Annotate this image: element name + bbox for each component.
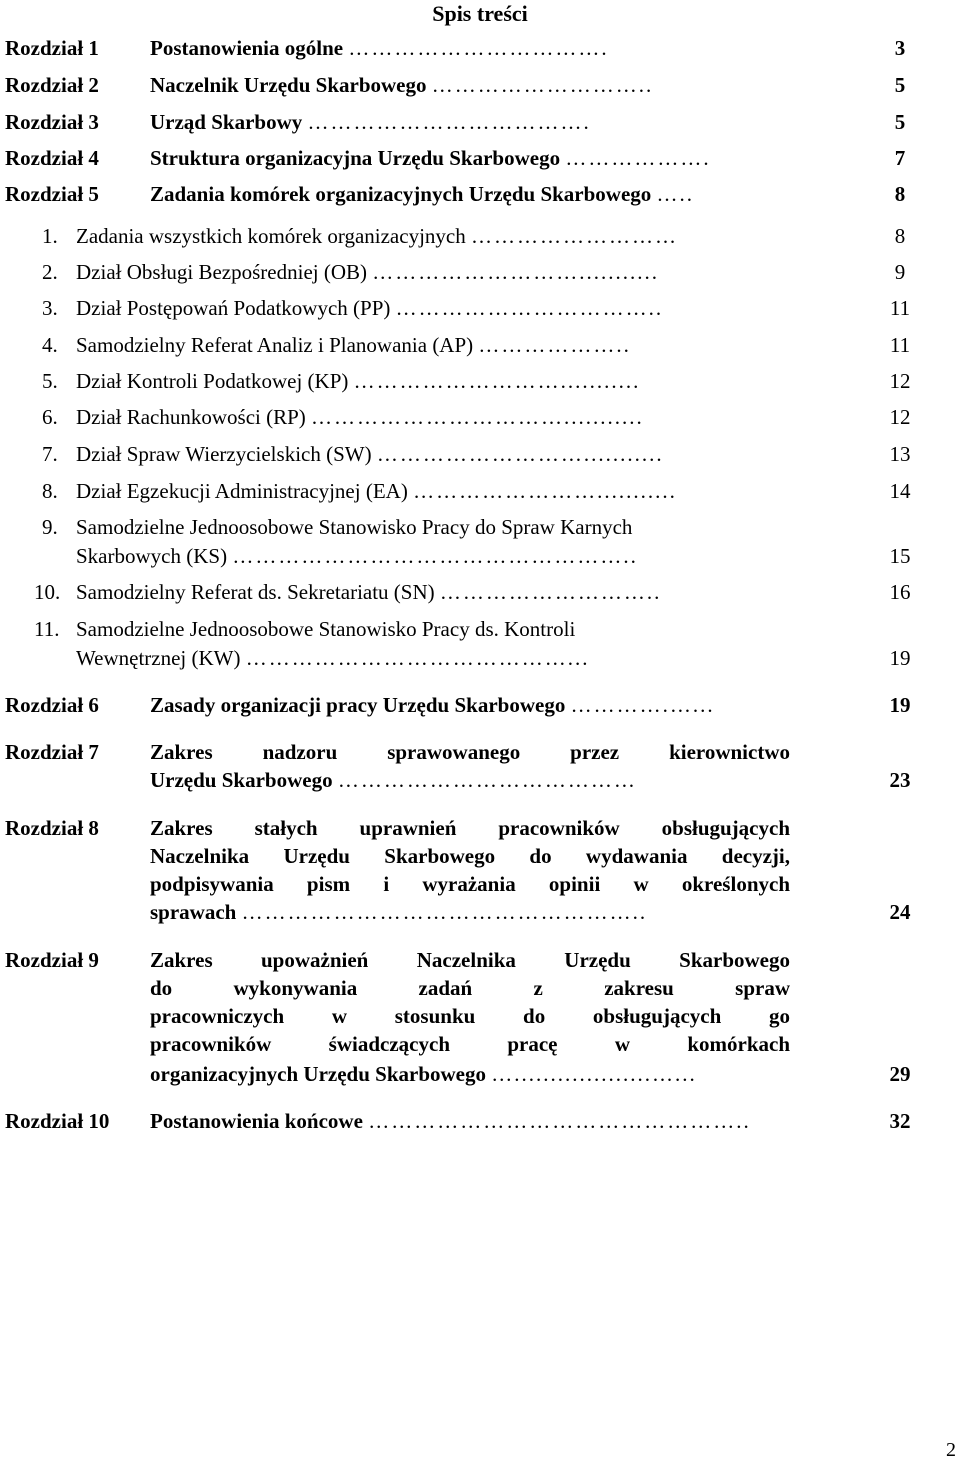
page-ref: 5 xyxy=(894,110,906,134)
section-title: Dział Obsługi Bezpośredniej (OB) xyxy=(76,260,368,284)
chapter-label: Rozdział 7 xyxy=(5,740,99,764)
section-number: 11. xyxy=(34,617,60,641)
chapter-title: Zasady organizacji pracy Urzędu Skarbowego xyxy=(150,693,566,717)
dot-leader: ……………………………………... xyxy=(245,646,590,670)
page-ref: 12 xyxy=(889,369,911,393)
dot-leader: ……………….. xyxy=(478,333,631,357)
chapter-title: Postanowienia ogólne xyxy=(150,36,344,60)
page-ref: 11 xyxy=(889,296,911,320)
dot-leader: ………….…... xyxy=(570,693,715,717)
page-ref: 7 xyxy=(894,146,906,170)
chapter-title-line: podpisywania pism i wyrażania opinii w określonych xyxy=(150,872,790,896)
page-ref: 23 xyxy=(889,768,911,792)
chapter-title-line: do wykonywania zadań z zakresu spraw xyxy=(150,976,790,1000)
dot-leader: ………………………………………….. xyxy=(368,1109,751,1133)
chapter-label: Rozdział 4 xyxy=(5,146,99,170)
chapter-label: Rozdział 2 xyxy=(5,73,99,97)
dot-leader: ……………………………. xyxy=(348,36,609,60)
dot-leader: ……………………........... xyxy=(413,479,677,503)
dot-leader: ………………………........... xyxy=(376,442,664,466)
chapter-label: Rozdział 8 xyxy=(5,816,99,840)
page-ref: 16 xyxy=(889,580,911,604)
chapter-label: Rozdział 6 xyxy=(5,693,99,717)
dot-leader: ……………………….. xyxy=(439,580,662,604)
section-title-cont: Wewnętrznej (KW) xyxy=(76,646,241,670)
section-title: Dział Egzekucji Administracyjnej (EA) xyxy=(76,479,408,503)
section-title: Dział Rachunkowości (RP) xyxy=(76,405,306,429)
page-ref: 5 xyxy=(894,73,906,97)
section-number: 6. xyxy=(42,405,58,429)
section-number: 2. xyxy=(42,260,58,284)
section-title: Samodzielne Jednoosobowe Stanowisko Pracy ds. Kontroli xyxy=(76,617,576,641)
page-number: 2 xyxy=(946,1439,956,1461)
chapter-label: Rozdział 1 xyxy=(5,36,99,60)
dot-leader: …………………………………………….. xyxy=(232,544,638,568)
dot-leader: ……………………….. xyxy=(431,73,654,97)
chapter-title-line: pracowników świadczących pracę w komórkach xyxy=(150,1032,790,1056)
page-ref: 9 xyxy=(894,260,906,284)
dot-leader: ……………………… xyxy=(470,224,678,248)
page-ref: 15 xyxy=(889,544,911,568)
page-ref: 19 xyxy=(889,646,911,670)
dot-leader: …...................…... xyxy=(491,1062,697,1086)
toc-title: Spis treści xyxy=(432,1,528,26)
dot-leader: ………………………………… xyxy=(337,768,637,792)
chapter-label: Rozdział 5 xyxy=(5,182,99,206)
chapter-title-line: Naczelnika Urzędu Skarbowego do wydawania decyzji, xyxy=(150,844,790,868)
section-title-cont: Skarbowych (KS) xyxy=(76,544,228,568)
chapter-title: Struktura organizacyjna Urzędu Skarbowego xyxy=(150,146,561,170)
chapter-label: Rozdział 3 xyxy=(5,110,99,134)
section-number: 9. xyxy=(42,515,58,539)
section-title: Samodzielny Referat Analiz i Planowania (AP) xyxy=(76,333,474,357)
page-ref: 8 xyxy=(894,224,906,248)
chapter-label: Rozdział 10 xyxy=(5,1109,110,1133)
chapter-title: Postanowienia końcowe xyxy=(150,1109,363,1133)
dot-leader: …………………………….. xyxy=(395,296,664,320)
page-ref: 19 xyxy=(889,693,911,717)
section-number: 5. xyxy=(42,369,58,393)
page-ref: 3 xyxy=(894,36,906,60)
page-ref: 32 xyxy=(889,1109,911,1133)
dot-leader: ………………. xyxy=(565,146,711,170)
section-number: 10. xyxy=(34,580,61,604)
page-ref: 14 xyxy=(889,479,911,503)
section-title: Samodzielny Referat ds. Sekretariatu (SN) xyxy=(76,580,435,604)
dot-leader: ………………………………. xyxy=(307,110,591,134)
chapter-title: Naczelnik Urzędu Skarbowego xyxy=(150,73,427,97)
chapter-title-line: Zakres stałych uprawnień pracowników obsługujących xyxy=(150,816,790,840)
page-ref: 24 xyxy=(889,900,911,924)
chapter-title: Zadania komórek organizacyjnych Urzędu Skarbowego xyxy=(150,182,652,206)
page-ref: 13 xyxy=(889,442,911,466)
section-number: 1. xyxy=(42,224,58,248)
page-ref: 8 xyxy=(894,182,906,206)
chapter-title-line: pracowniczych w stosunku do obsługujących go xyxy=(150,1004,790,1028)
page-ref: 11 xyxy=(889,333,911,357)
section-title: Dział Kontroli Podatkowej (KP) xyxy=(76,369,349,393)
section-number: 3. xyxy=(42,296,58,320)
chapter-title: Urząd Skarbowy xyxy=(150,110,303,134)
page-ref: 29 xyxy=(889,1062,911,1086)
dot-leader: ….. xyxy=(656,182,695,206)
dot-leader: …………………………………………….. xyxy=(241,900,648,924)
section-title: Samodzielne Jednoosobowe Stanowisko Pracy do Spraw Karnych xyxy=(76,515,633,539)
dot-leader: ………………………........... xyxy=(372,260,660,284)
chapter-title-line: Zakres nadzoru sprawowanego przez kierownictwo xyxy=(150,740,790,764)
chapter-title-line: Urzędu Skarbowego xyxy=(150,768,333,792)
chapter-label: Rozdział 9 xyxy=(5,948,99,972)
section-number: 8. xyxy=(42,479,58,503)
dot-leader: ……………………………........... xyxy=(311,405,644,429)
chapter-title-line: organizacyjnych Urzędu Skarbowego xyxy=(150,1062,486,1086)
section-number: 4. xyxy=(42,333,58,357)
dot-leader: ………………………........... xyxy=(353,369,641,393)
section-title: Dział Spraw Wierzycielskich (SW) xyxy=(76,442,372,466)
chapter-title-line: sprawach xyxy=(150,900,237,924)
section-title: Dział Postępowań Podatkowych (PP) xyxy=(76,296,391,320)
section-title: Zadania wszystkich komórek organizacyjnych xyxy=(76,224,466,248)
section-number: 7. xyxy=(42,442,58,466)
page-ref: 12 xyxy=(889,405,911,429)
chapter-title-line: Zakres upoważnień Naczelnika Urzędu Skarbowego xyxy=(150,948,790,972)
